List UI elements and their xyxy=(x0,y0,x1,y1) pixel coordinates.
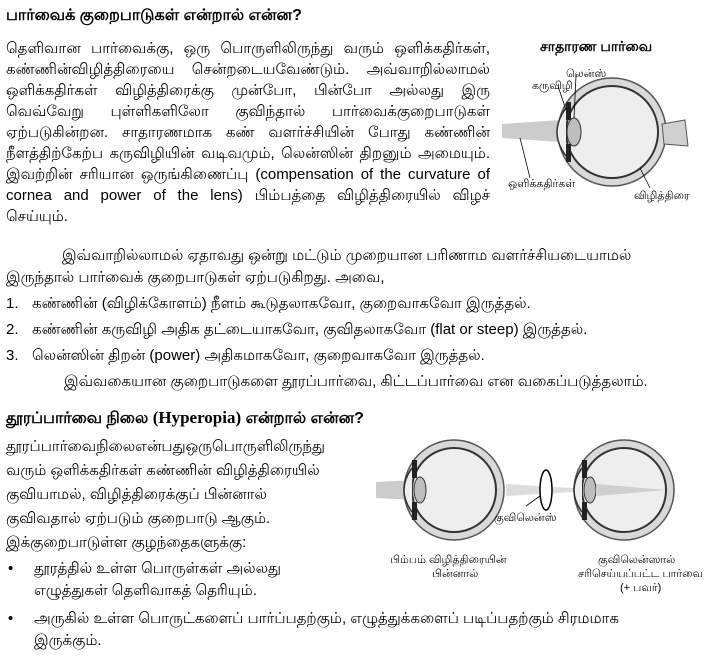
cornea xyxy=(557,108,566,156)
iris-upper xyxy=(566,102,571,120)
def-line-5: இக்குறைபாடுள்ள குழந்தைகளுக்கு: xyxy=(6,534,247,551)
hyperopia-heading-ta: தூரப்பார்வை நிலை xyxy=(6,410,149,427)
label-lens: லென்ஸ் xyxy=(566,68,607,80)
iris-lower xyxy=(566,144,571,162)
bullet-2-line2: இருக்கும். xyxy=(34,632,102,649)
para2-line1: இவ்வாறில்லாமல் ஏதாவது ஒன்று மட்டும் முறையான பரிணாம வளர்ச்சியடையாமல் xyxy=(62,247,632,264)
bullet-1-line1: தூரத்தில் உள்ள பொருள்கள் அல்லது xyxy=(34,560,282,577)
para2-line2: இருந்தால் பார்வைக் குறைபாடுகள் ஏற்படுகிறது. அவை, xyxy=(6,269,385,286)
list-num-3: 3. xyxy=(6,347,19,364)
label-corrected-2: சரிசெய்யப்பட்ட பார்வை xyxy=(578,568,704,580)
bullet-2-line1: அருகில் உள்ள பொருட்களைப் பார்ப்பதற்கும், எழுத்துக்களைப் படிப்பதற்கும் சிரமமாக xyxy=(34,610,619,627)
label-rays: ஒளிக்கதிர்கள் xyxy=(508,178,576,190)
bullet-dot-1: • xyxy=(8,560,14,577)
hyperopia-diagram xyxy=(376,432,702,552)
def-line-4: குவிவதால் ஏற்படும் குறைபாடு ஆகும். xyxy=(6,510,271,527)
lens xyxy=(567,118,581,146)
list-num-1: 1. xyxy=(6,295,19,312)
def-line-1: தூரப்பார்வைநிலைஎன்பதுஒருபொருளிலிருந்து xyxy=(6,438,326,455)
intro-paragraph: தெளிவான பார்வைக்கு, ஒரு பொருளிலிருந்து வரும் ஒளிக்கதிர்கள், கண்ணின்விழித்திரையை சென்றடையவேண்டும். அவ்வாறில்லாமல் ஒளிக்கதிர்கள் விழித்திரைக்கு முன்போ, பின்போ அல்லது இரு வெவ்வேறு புள்ளிகளிலோ குவிந்தால் பார்வைக்குறைபாடுகள் ஏற்படுகின்றன. சாதாரணமாக கண் வளர்ச்சியின் போது கண்ணின் நீளத்திற்கேற்ப கருவிழியின் வடிவமும், லென்ஸின் திறனும் அமையும். இவற்றின் சரியான ஒருங்கிணைப்பு (compensation of the curvature of cornea and power of the lens) பிம்பத்தை விழித்திரையில் விழச் செய்யும். xyxy=(6,40,490,225)
convex-lens xyxy=(540,470,552,510)
section-heading: பார்வைக் குறைபாடுகள் என்றால் என்ன? xyxy=(6,7,302,24)
optic-nerve xyxy=(662,120,688,146)
label-retina: விழித்திரை xyxy=(634,190,690,202)
def-line-2: வரும் ஒளிக்கதிர்கள் கண்ணின் விழித்திரையில் xyxy=(6,462,320,479)
light-rays xyxy=(502,120,560,142)
list-item-1: கண்ணின் (விழிக்கோளம்) நீளம் கூடுதலாகவோ, குறைவாகவோ இருத்தல். xyxy=(32,295,531,312)
label-corrected-1: குவிலென்ஸால் xyxy=(598,554,676,566)
hyperopia-heading xyxy=(6,408,364,429)
label-image-behind-2: பின்னால் xyxy=(432,568,479,580)
def-line-3: குவியாமல், விழித்திரைக்குப் பின்னால் xyxy=(6,486,267,503)
label-image-behind-1: பிம்பம் விழித்திரையின் xyxy=(390,554,507,566)
hyperopia-heading-tail: என்றால் என்ன? xyxy=(245,410,364,427)
list-item-3: லென்ஸின் திறன் (power) அதிகமாகவோ, குறைவாகவோ இருத்தல். xyxy=(32,347,485,364)
bullet-1-line2: எழுத்துகள் தெளிவாகத் தெரியும். xyxy=(34,582,257,599)
list-item-2: கண்ணின் கருவிழி அதிக தட்டையாகவோ, குவிதலாகவோ (flat or steep) இருத்தல். xyxy=(32,321,588,338)
list-num-2: 2. xyxy=(6,321,19,338)
summary-line: இவ்வகையான குறைபாடுகளை தூரப்பார்வை, கிட்டப்பார்வை என வகைப்படுத்தலாம். xyxy=(64,373,648,390)
hyperopia-heading-en: (Hyperopia) xyxy=(152,408,242,427)
bullet-dot-2: • xyxy=(8,610,14,627)
label-convex-lens: குவிலென்ஸ் xyxy=(494,512,557,524)
label-cornea: கருவிழி xyxy=(532,80,573,92)
label-plus-power: (+ பவர்) xyxy=(620,582,662,594)
figure-title: சாதாரண பார்வை xyxy=(540,38,653,54)
